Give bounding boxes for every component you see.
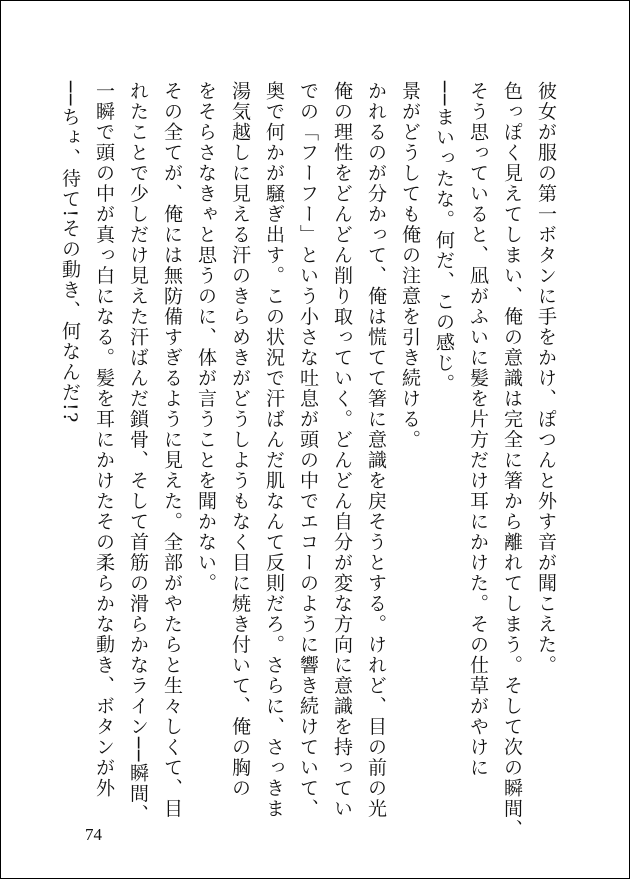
text-line: ──まいったな。何だ、この感じ。: [433, 81, 455, 394]
text-line: 俺の理性をどんどん削り取っていく。どんどん自分が変な方向に意識を持ってい: [331, 81, 353, 819]
text-line: 彼女が服の第一ボタンに手をかけ、ぽつんと外す音が聞こえた。: [535, 81, 557, 676]
text-line: かれるのが分かって、俺は慌てて箸に意識を戻そうとする。けれど、目の前の光: [365, 81, 387, 819]
text-line: 一瞬で頭の中が真っ白になる。髪を耳にかけたその柔らかな動き、ボタンが外: [93, 81, 115, 799]
text-line: 奥で何かが騒ぎ出す。この状況で汗ばんだ肌なんて反則だろ。さらに、さっきま: [263, 81, 285, 819]
text-line: をそらさなきゃと思うのに、体が言うことを聞かない。: [195, 81, 217, 594]
text-line: 湯気越しに見える汗のきらめきがどうしようもなく目に焼き付いて、俺の胸の: [229, 81, 251, 799]
text-line: そう思っていると、凪がふいに髪を片方だけ耳にかけた。その仕草がやけに: [467, 81, 489, 778]
text-line: その全てが、俺には無防備すぎるように見えた。全部がやたらと生々しくて、目: [161, 81, 183, 819]
page-number: 74: [85, 825, 102, 844]
text-line: 色っぽく見えてしまい、俺の意識は完全に箸から離れてしまう。そして次の瞬間、: [501, 81, 523, 840]
text-line: 景がどうしても俺の注意を引き続ける。: [399, 81, 421, 450]
text-line: れたことで少しだけ見えた汗ばんだ鎖骨、そして首筋の滑らかなライン──瞬間、: [127, 81, 149, 825]
text-line: での「フーフー」という小さな吐息が頭の中でエコーのように響き続けていて、: [297, 81, 319, 819]
text-line: ──ちょ、待て!その動き、何なんだ!?: [59, 81, 81, 424]
